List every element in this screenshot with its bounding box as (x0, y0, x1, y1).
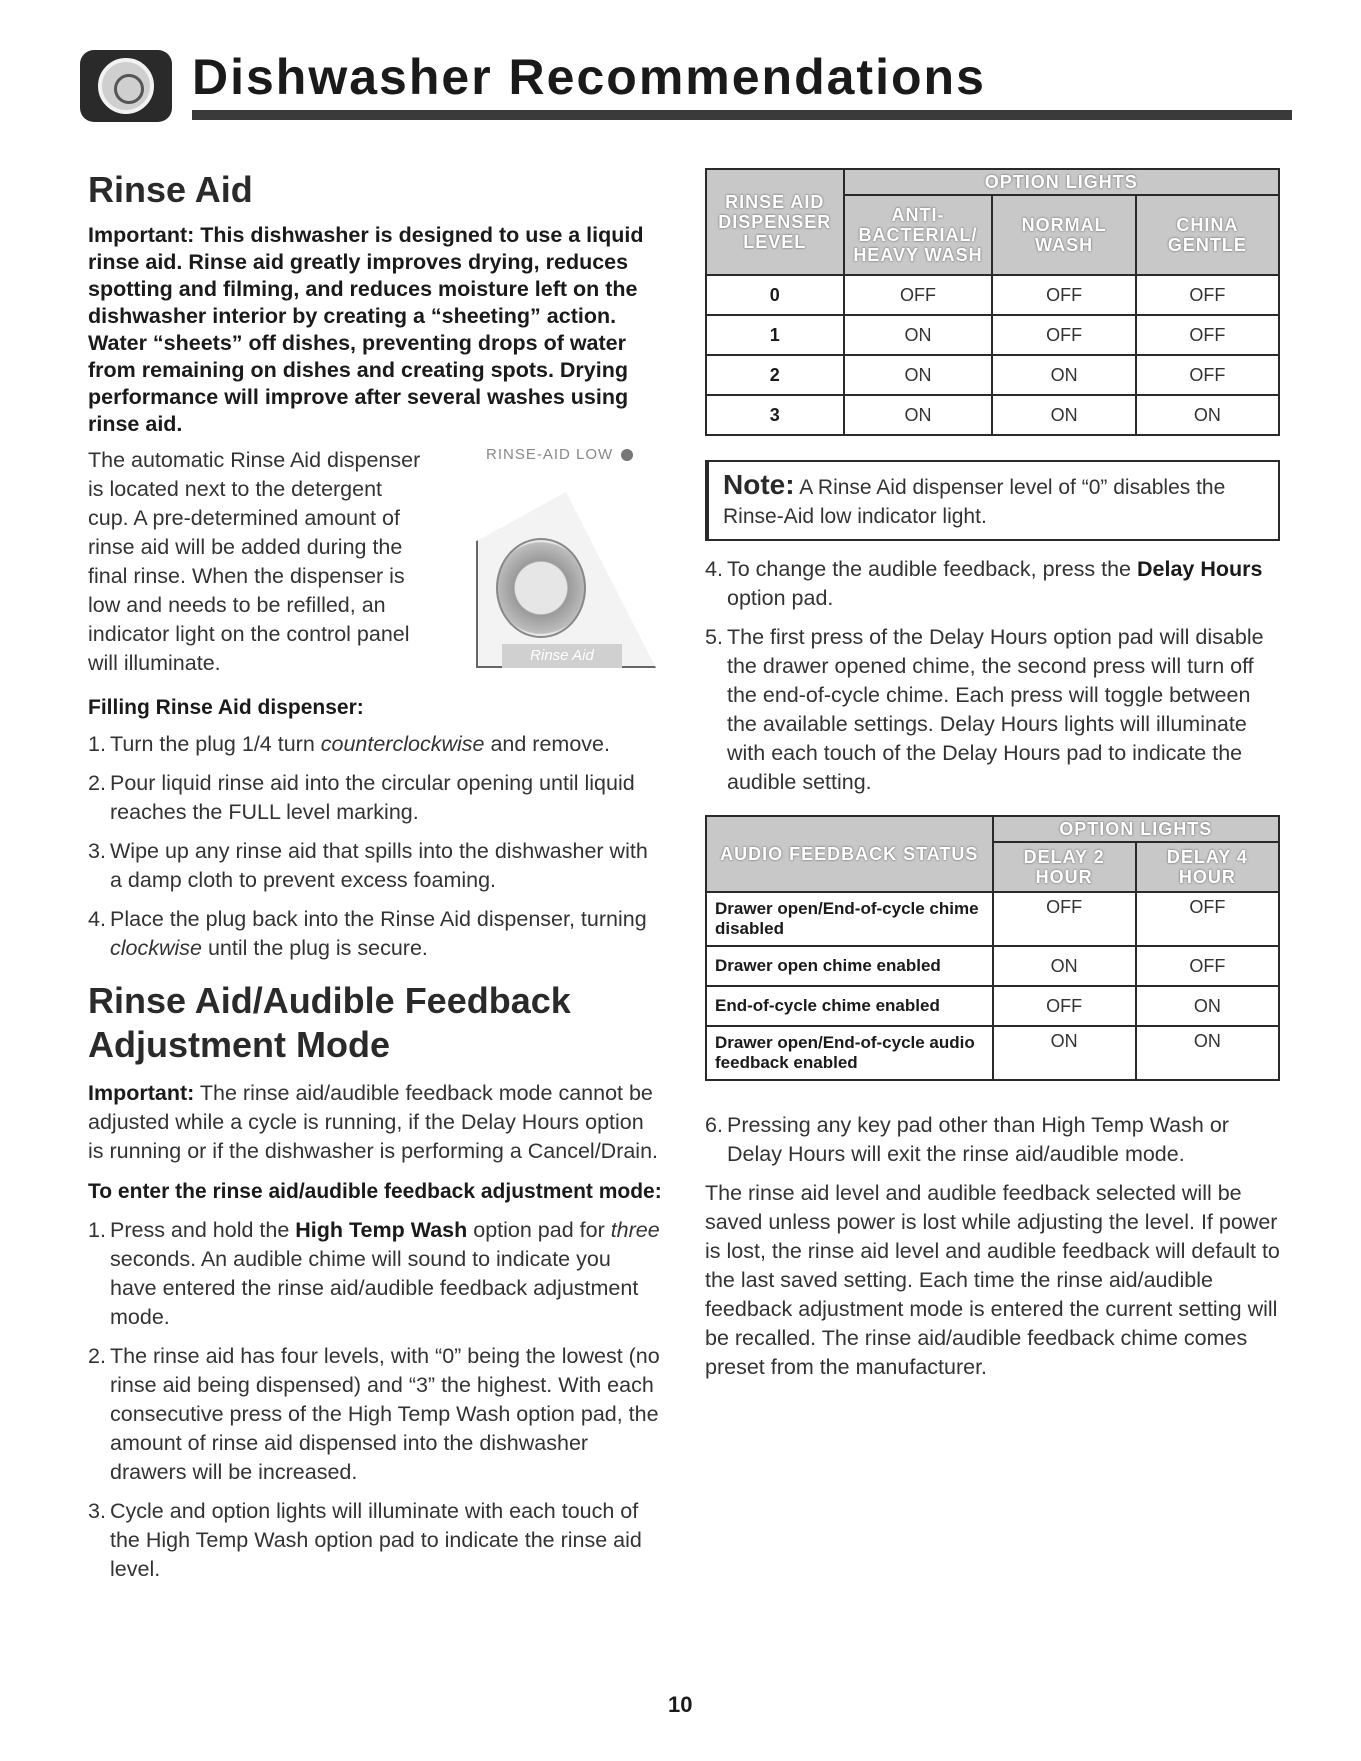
step-emphasis: three (610, 1218, 660, 1242)
header-rule (192, 110, 1292, 120)
table-row (706, 315, 1279, 355)
step-text: seconds. An audible chime will sound to indicate you have entered the rinse aid/audible feedback adjustment mode. (110, 1247, 639, 1329)
audio-feedback-table (705, 815, 1280, 1081)
page-title: Dishwasher Recommendations (192, 49, 986, 105)
table-cell: OFF (1136, 946, 1279, 986)
closing-paragraph: The rinse aid level and audible feedback selected will be saved unless power is lost while adjusting the level. If power is lost, the rinse aid level and audible feedback will default to the last saved setting. Each time the rinse aid/audible feedback adjustment mode is entered the current setting will be recalled. The rinse aid/audible feedback chime comes preset from the manufacturer. (705, 1181, 1280, 1379)
table-row (706, 1026, 1279, 1080)
indicator-light-icon (621, 449, 633, 461)
table-cell: OFF (1136, 275, 1279, 315)
note-label: Note: (723, 469, 795, 500)
page-header (80, 44, 1220, 124)
adjustment-step (705, 555, 1280, 613)
table-cell: 2 (706, 355, 844, 395)
step-text: Place the plug back into the Rinse Aid dispenser, turning (110, 907, 647, 931)
filling-heading: Filling Rinse Aid dispenser: (88, 696, 364, 719)
intro-line: final rinse. When the dispenser is (88, 564, 405, 588)
dispenser-caption: Rinse Aid (502, 644, 622, 668)
important-label: Important: (88, 1081, 195, 1105)
table-cell: OFF (1136, 355, 1279, 395)
step-emphasis: clockwise (110, 936, 202, 960)
table-cell: OFF (992, 275, 1135, 315)
adjustment-important (88, 1079, 662, 1166)
adjustment-step (88, 1497, 662, 1584)
table-row (706, 395, 1279, 435)
table-cell: ON (844, 315, 993, 355)
table-group-header: OPTION LIGHTS (844, 169, 1279, 195)
table-cell: ON (1136, 1026, 1279, 1080)
rinse-aid-low-label: RINSE-AID LOW (486, 446, 614, 463)
table-cell: OFF (992, 315, 1135, 355)
adjustment-steps-final (705, 1111, 1280, 1169)
step-bold: High Temp Wash (295, 1218, 468, 1242)
adjustment-step (705, 1111, 1280, 1169)
step-text: Press and hold the (110, 1218, 296, 1242)
table-group-header: OPTION LIGHTS (993, 816, 1280, 842)
right-column (705, 168, 1280, 1382)
filling-step (88, 837, 662, 895)
rinse-aid-important: Important: This dishwasher is designed to use a liquid rinse aid. Rinse aid greatly improves drying, reduces spotting and filming, and reduces moisture left on the dishwasher interior by creating a “sheeting” action. Water “sheets” off dishes, preventing drops of water from remaining on dishes and creating spots. Drying performance will improve after several washes using rinse aid. (88, 223, 644, 436)
step-number: 6. (705, 1113, 723, 1137)
table-row (706, 355, 1279, 395)
table-header: RINSE AID DISPENSER LEVEL (706, 169, 844, 275)
table-cell: ON (844, 355, 993, 395)
step-text: option pad. (727, 586, 834, 610)
table-row (706, 986, 1279, 1026)
step-bold: Delay Hours (1136, 557, 1263, 581)
enter-mode-heading: To enter the rinse aid/audible feedback adjustment mode: (88, 1180, 662, 1203)
table-cell: ON (1136, 395, 1279, 435)
step-text: The rinse aid has four levels, with “0” being the lowest (no rinse aid being dispensed) and “3” the highest. With each consecutive press of the High Temp Wash option pad, the amount of rinse aid dispensed into the dishwasher drawers will be increased. (110, 1344, 660, 1484)
step-text: option pad for (467, 1218, 611, 1242)
intro-line: is located next to the detergent (88, 477, 383, 501)
adjustment-mode-heading: Rinse Aid/Audible Feedback Adjustment Mode (88, 980, 571, 1065)
table-cell: ON (993, 946, 1136, 986)
step-text: Pressing any key pad other than High Temp Wash or Delay Hours will exit the rinse aid/audible mode. (727, 1113, 1229, 1166)
table-cell: End-of-cycle chime enabled (706, 986, 993, 1026)
filling-step (88, 730, 662, 759)
table-row (706, 946, 1279, 986)
adjustment-step (88, 1216, 662, 1332)
adjustment-step (88, 1342, 662, 1487)
step-number: 4. (88, 907, 106, 931)
important-text: The rinse aid/audible feedback mode cannot be adjusted while a cycle is running, if the Delay Hours option is running or if the dishwasher is performing a Cancel/Drain. (88, 1081, 659, 1163)
table-header: NORMAL WASH (992, 195, 1135, 275)
adjustment-step (705, 623, 1280, 797)
page-number: 10 (668, 1692, 693, 1717)
step-number: 1. (88, 1218, 106, 1242)
step-text: Turn the plug 1/4 turn (110, 732, 321, 756)
table-cell: OFF (844, 275, 993, 315)
table-row (706, 275, 1279, 315)
note-box (705, 460, 1280, 541)
step-number: 4. (705, 557, 723, 581)
table-header: DELAY 2 HOUR (993, 842, 1136, 892)
table-cell: OFF (993, 892, 1136, 946)
dispenser-gauge-icon (496, 538, 586, 638)
step-text: To change the audible feedback, press the (727, 557, 1137, 581)
table-cell: 0 (706, 275, 844, 315)
table-cell: OFF (1136, 315, 1279, 355)
dishwasher-knob-icon (80, 50, 172, 122)
intro-line: cup. A pre-determined amount of (88, 506, 400, 530)
table-header: AUDIO FEEDBACK STATUS (706, 816, 993, 892)
table-cell: OFF (993, 986, 1136, 1026)
intro-line: will illuminate. (88, 651, 221, 675)
step-emphasis: counterclockwise (320, 732, 485, 756)
rinse-aid-intro-block (88, 446, 662, 682)
table-cell: 3 (706, 395, 844, 435)
intro-line: rinse aid will be added during the (88, 535, 403, 559)
rinse-aid-dispenser-illustration (472, 446, 662, 676)
table-cell: ON (992, 395, 1135, 435)
table-cell: 1 (706, 315, 844, 355)
filling-step (88, 905, 662, 963)
note-text: A Rinse Aid dispenser level of “0” disables the Rinse-Aid low indicator light. (723, 476, 1226, 528)
table-cell: ON (1136, 986, 1279, 1026)
adjustment-steps (88, 1216, 662, 1584)
step-text: Wipe up any rinse aid that spills into the dishwasher with a damp cloth to prevent excess foaming. (110, 839, 648, 892)
step-number: 3. (88, 1499, 106, 1523)
step-number: 2. (88, 1344, 106, 1368)
filling-steps (88, 730, 662, 963)
rinse-aid-level-table (705, 168, 1280, 436)
table-cell: ON (993, 1026, 1136, 1080)
adjustment-steps-continued (705, 555, 1280, 797)
step-text: The first press of the Delay Hours option pad will disable the drawer opened chime, the second press will turn off the end-of-cycle chime. Each press will toggle between the available settings. Delay Hours lights will illuminate with each touch of the Delay Hours pad to indicate the audible setting. (727, 625, 1264, 794)
step-text: Cycle and option lights will illuminate with each touch of the High Temp Wash option pad to indicate the rinse aid level. (110, 1499, 642, 1581)
table-cell: ON (992, 355, 1135, 395)
table-cell: Drawer open/End-of-cycle chime disabled (706, 892, 993, 946)
step-number: 3. (88, 839, 106, 863)
table-cell: OFF (1136, 892, 1279, 946)
table-header: CHINA GENTLE (1136, 195, 1279, 275)
filling-step (88, 769, 662, 827)
rinse-aid-heading: Rinse Aid (88, 169, 253, 210)
rinse-aid-low-indicator (486, 446, 633, 463)
step-number: 1. (88, 732, 106, 756)
table-cell: Drawer open/End-of-cycle audio feedback enabled (706, 1026, 993, 1080)
step-number: 2. (88, 771, 106, 795)
table-header: ANTI-BACTERIAL/ HEAVY WASH (844, 195, 993, 275)
left-column (88, 168, 662, 1594)
table-cell: ON (844, 395, 993, 435)
intro-line: The automatic Rinse Aid dispenser (88, 448, 421, 472)
intro-line: low and needs to be refilled, an (88, 593, 386, 617)
table-header: DELAY 4 HOUR (1136, 842, 1279, 892)
step-text: Pour liquid rinse aid into the circular opening until liquid reaches the FULL level marking. (110, 771, 635, 824)
step-text: until the plug is secure. (202, 936, 428, 960)
step-number: 5. (705, 625, 723, 649)
step-text: and remove. (484, 732, 610, 756)
intro-line: indicator light on the control panel (88, 622, 410, 646)
table-row (706, 892, 1279, 946)
table-cell: Drawer open chime enabled (706, 946, 993, 986)
